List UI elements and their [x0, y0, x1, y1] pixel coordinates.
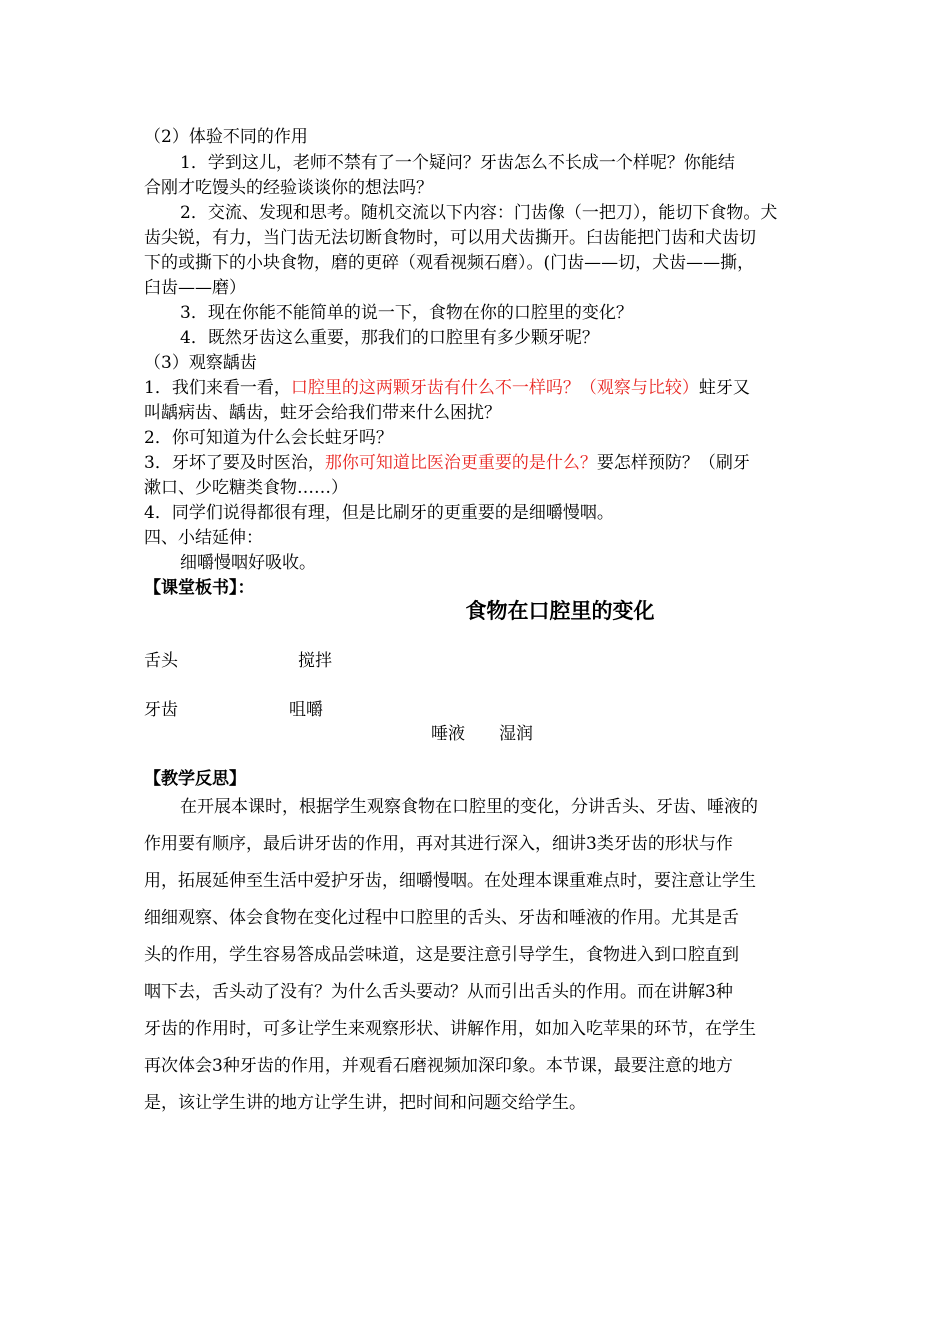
- question-3-line-2: 漱口、少吃糖类食物……）: [144, 478, 348, 498]
- paragraph-1-line-1: 1．学到这儿，老师不禁有了一个疑问？牙齿怎么不长成一个样呢？你能结: [180, 153, 735, 173]
- reflection-line: 在开展本课时，根据学生观察食物在口腔里的变化，分讲舌头、牙齿、唾液的: [180, 797, 758, 817]
- summary-text: 细嚼慢咽好吸收。: [180, 553, 316, 573]
- board-chew: 咀嚼: [289, 700, 323, 720]
- reflection-line: 是，该让学生讲的地方让学生讲，把时间和问题交给学生。: [144, 1093, 586, 1113]
- paragraph-3: 3．现在你能不能简单的说一下，食物在你的口腔里的变化？: [180, 303, 633, 323]
- question-4: 4．同学们说得都很有理，但是比刷牙的更重要的是细嚼慢咽。: [144, 503, 614, 523]
- question-1-line-2: 叫龋病齿、龋齿，蛀牙会给我们带来什么困扰？: [144, 403, 501, 423]
- section-2-heading: （2）体验不同的作用: [144, 127, 308, 147]
- board-stir: 搅拌: [298, 651, 332, 671]
- reflection-line: 咽下去，舌头动了没有？为什么舌头要动？从而引出舌头的作用。而在讲解3种: [144, 982, 733, 1002]
- reflection-line: 作用要有顺序，最后讲牙齿的作用，再对其进行深入，细讲3类牙齿的形状与作: [144, 834, 733, 854]
- question-3-line-1: [144, 451, 808, 475]
- reflection-line: 头的作用，学生容易答成品尝味道，这是要注意引导学生，食物进入到口腔直到: [144, 945, 739, 965]
- board-tongue: 舌头: [144, 651, 178, 671]
- section-3-heading: （3）观察龋齿: [144, 353, 257, 373]
- paragraph-2-line-3: 下的或撕下的小块食物，磨的更碎（观看视频石磨）。(门齿——切，犬齿——撕，: [144, 253, 755, 273]
- board-moisten: 湿润: [499, 724, 533, 744]
- question-1-highlight: 口腔里的这两颗牙齿有什么不一样吗？（观察与比较）: [290, 378, 699, 398]
- question-3-text-b: 要怎样预防？（刷牙: [596, 453, 750, 473]
- summary-heading: 四、小结延伸：: [144, 528, 263, 548]
- paragraph-1-line-2: 合刚才吃馒头的经验谈谈你的想法吗？: [144, 178, 433, 198]
- reflection-label: 【教学反思】: [144, 769, 246, 789]
- question-1-text-b: 蛀牙又: [698, 378, 750, 398]
- question-1-line-1: [144, 376, 808, 400]
- reflection-line: 牙齿的作用时，可多让学生来观察形状、讲解作用，如加入吃苹果的环节，在学生: [144, 1019, 756, 1039]
- paragraph-2-line-2: 齿尖锐，有力，当门齿无法切断食物时，可以用犬齿撕开。臼齿能把门齿和犬齿切: [144, 228, 756, 248]
- question-3-highlight: 那你可知道比医治更重要的是什么？: [324, 453, 597, 473]
- paragraph-2-line-4: 臼齿——磨）: [144, 278, 246, 298]
- question-1-text-a: 1．我们来看一看，: [144, 378, 291, 398]
- paragraph-4: 4．既然牙齿这么重要，那我们的口腔里有多少颗牙呢？: [180, 328, 599, 348]
- paragraph-2-line-1: 2．交流、发现和思考。随机交流以下内容：门齿像（一把刀），能切下食物。犬: [180, 203, 778, 223]
- board-saliva: 唾液: [431, 724, 465, 744]
- question-2: 2．你可知道为什么会长蛀牙吗？: [144, 428, 393, 448]
- reflection-line: 细细观察、体会食物在变化过程中口腔里的舌头、牙齿和唾液的作用。尤其是舌: [144, 908, 739, 928]
- question-3-text-a: 3．牙坏了要及时医治，: [144, 453, 325, 473]
- board-teeth: 牙齿: [144, 700, 178, 720]
- reflection-line: 再次体会3种牙齿的作用，并观看石磨视频加深印象。本节课，最要注意的地方: [144, 1056, 733, 1076]
- board-title: 食物在口腔里的变化: [465, 599, 655, 623]
- reflection-line: 用，拓展延伸至生活中爱护牙齿，细嚼慢咽。在处理本课重难点时，要注意让学生: [144, 871, 756, 891]
- board-label: 【课堂板书】：: [144, 578, 255, 598]
